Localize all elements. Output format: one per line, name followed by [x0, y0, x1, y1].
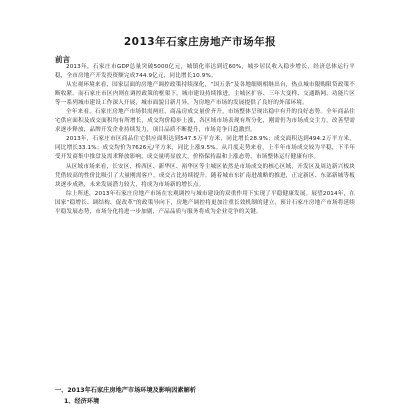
document-body [55, 63, 355, 217]
sub-subsection-heading: 1、经济环境 [64, 398, 100, 405]
paragraph: 全年来看，石家庄房地产市场供需两旺，商品房成交量价齐升，市场整体呈现出稳中有升的良好态势。全年商品住宅供应面积及成交面积均有所增长，成交均价稳步上涨，各区域市场表现有所分化，刚需仍为市场成交主力，改善型需求逐步释放，品牌开发企业持续发力，项目品质不断提升，市场竞争日趋激烈。 [55, 109, 355, 134]
paragraph: 2013年，石家庄市区商品住宅供应面积达到547.5万平方米，同比增长28.9%；成交面积达到494.2万平方米，同比增长33.1%；成交均价为7626元/平方米，同比上涨9.5%。从月度走势来看，上半年市场成交较为平稳，下半年受开发商集中推盘及需求释放影响，成交量明显放大，价格保持温和上涨态势，市场整体运行健康有序。 [55, 136, 355, 161]
subsection-heading: 一、2013年石家庄房地产市场环境及影响因素解析 [55, 387, 196, 394]
paragraph: 从区域市场来看，长安区、桥西区、新华区、裕华区等主城区依然是市场成交的核心区域，开发区及周边新兴板块凭借较高的性价比吸引了大量刚需客户，成交占比持续提升。随着城市东扩南进战略的推进，正定新区、东部新城等板块逐步成熟，未来发展潜力较大，将成为市场新的增长点。 [55, 163, 355, 188]
paragraph: 综上所述，2013年石家庄房地产市场在宏观调控与城市建设的双重作用下实现了平稳健康发展。展望2014年，在国家“稳增长、调结构、促改革”的政策导向下，房地产调控将更加注重长效机制的建立，预计石家庄房地产市场将延续平稳发展态势，市场分化将进一步加剧，产品品质与服务将成为企业竞争的关键。 [55, 190, 355, 215]
paragraph: 从宏观环境来看，国家层面的房地产调控政策持续深化，“国五条”及各地细则相继出台，热点城市限购限贷政策不断收紧。而石家庄市区内则在调控政策的框架下，城市建设持续推进，主城区扩容、三年大变样、交通路网、功能片区等一系列城市建设工作深入开展，城市面貌日新月异，为房地产市场的发展提供了良好的外部环境。 [55, 82, 355, 107]
document-title: 2013年石家庄房地产市场年报 [123, 36, 277, 48]
paragraph: 2013年，石家庄市GDP总量突破5000亿元，城镇化率达到近60%，城乡居民收入稳步增长，经济总体运行平稳，全市房地产开发投资额完成744.9亿元，同比增长10.9%。 [55, 64, 355, 80]
section-heading: 前言 [55, 55, 70, 64]
